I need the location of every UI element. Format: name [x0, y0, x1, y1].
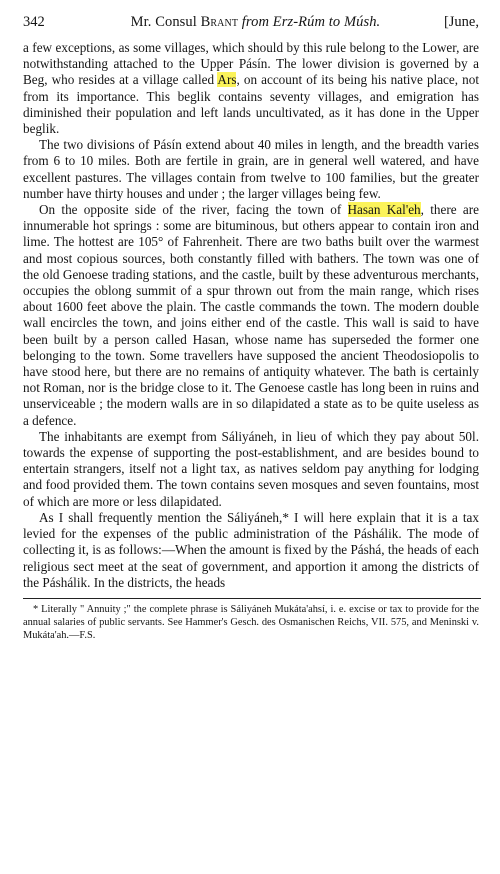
paragraph-text: The two divisions of Pásín extend about 40 miles in length, and the breadth varies from 6 to 10 miles. Both are fertile in grain, are in general well watered, and have excellent pastures. The villages contain from twelve to 100 families, but the greater number have thirty houses and under ; the larger villages being few.	[23, 137, 479, 201]
title-prefix: Mr. Consul	[130, 14, 201, 30]
running-header	[23, 14, 479, 31]
body-paragraph	[23, 137, 479, 202]
paragraph-text: On the opposite side of the river, facing the town of	[39, 202, 348, 218]
body-text	[23, 40, 479, 591]
body-paragraph	[23, 202, 479, 429]
paragraph-text: a few exceptions, as some villages, which should by this rule belong to the Lower, are notwithstanding attached to the Upper Pásín. The lower division is governed by a Beg, who resides at a village called	[23, 40, 479, 88]
paragraph-text: As I shall frequently mention the Sáliyáneh,* I will here explain that it is a tax levied for the expenses of the public administration of the Páshálik. The mode of collecting it, is as follows:—When the amount is fixed by the Páshá, the heads of each religious sect meet at the seat of government, and apportion it among the districts of the Páshálik. In the districts, the heads	[23, 509, 479, 590]
body-paragraph	[23, 429, 479, 510]
body-paragraph	[23, 40, 479, 137]
paragraph-text: The inhabitants are exempt from Sáliyáneh, in lieu of which they pay about 50l. towards the expense of supporting the post-establishment, and are besides bound to entertain strangers, itself not a light tax, as natives seldom pay anything for lodging and food provided them. The town contains seven mosques and seven fountains, most of which are more or less dilapidated.	[23, 428, 479, 509]
footnote-rule	[23, 598, 481, 599]
paragraph-text: , on account of its being his native place, not from its importance. This beglik contains seventy villages, and emigration has diminished their population and left lands uncultivated, as it has done in the Upper beglik.	[23, 72, 479, 137]
paragraph-text: , there are innumerable hot springs : some are bituminous, but others appear to contain iron and lime. The hottest are 105° of Fahrenheit. There are two baths built over the warmest and most copious sources, both constantly filled with bathers. The town was one of the old Genoese trading stations, and the castle, built by these adventurous merchants, occupies the oblong summit of a spur thrown out from the main range, which rises about 1600 feet above the plain. The castle commands the town. The modern double wall encircles the town, and joins either end of the castle. This wall is said to have been built by a person called Hasan, whose name has superseded the former one belonging to the town. Some travellers have supposed the ancient Theodosiopolis to have stood here, but there are no remains of antiquity whatever. The bath is certainly not Roman, nor is the bridge close to it. The Genoese castle has long been in ruins and unserviceable ; the modern walls are in so dilapidated a state as to be quite useless as a defence.	[23, 202, 479, 428]
title-rest: from Erz-Rúm to Músh.	[241, 14, 381, 30]
body-paragraph	[23, 510, 479, 591]
page-number: 342	[23, 14, 45, 30]
footnote: * Literally " Annuity ;" the complete phrase is Sáliyáneh Mukáta'ahsí, i. e. excise or tax to provide for the annual salaries of public servants. See Hammer's Gesch. des Osmanischen Reichs, VII. 575, and Meninski v. Mukáta'ah.—F.S.	[23, 603, 479, 641]
title-name: Brant	[200, 14, 239, 30]
highlighted-text: Ars	[217, 72, 237, 88]
highlighted-text: Hasan Kal'eh	[347, 202, 421, 218]
running-title	[67, 14, 444, 31]
header-month: [June,	[443, 14, 479, 30]
